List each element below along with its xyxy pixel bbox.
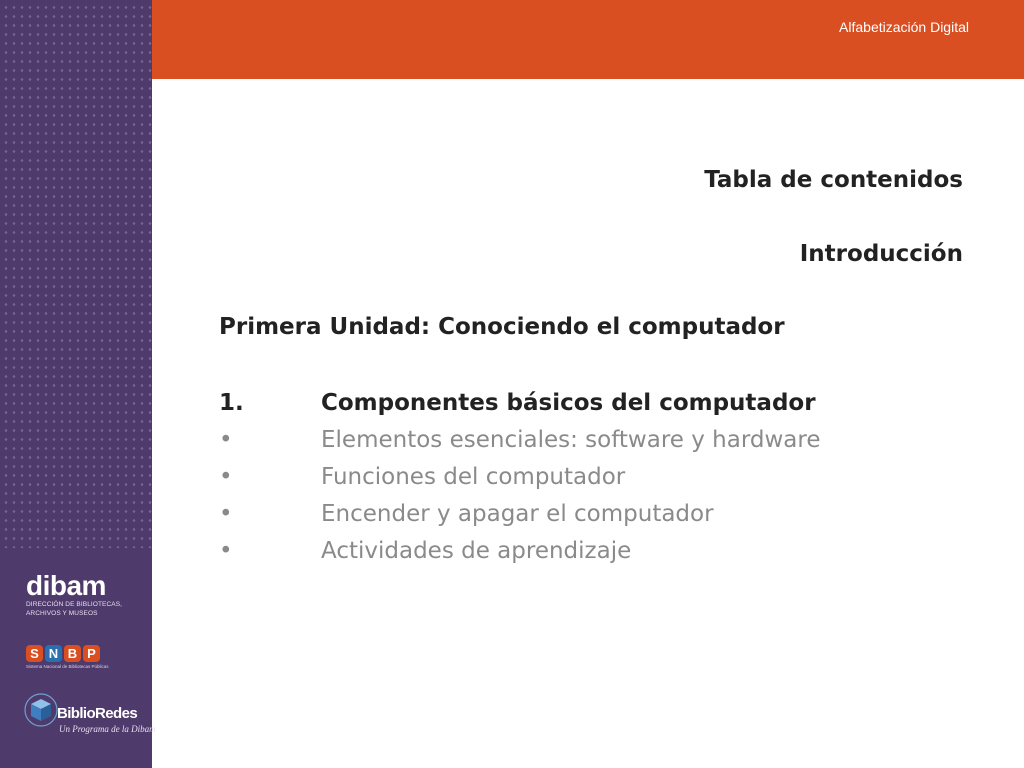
snbp-logo-letters bbox=[26, 645, 106, 662]
dibam-logo-subtitle-1: DIRECCIÓN DE BIBLIOTECAS, bbox=[26, 601, 123, 608]
bullet-icon: • bbox=[219, 464, 233, 490]
list-item-marker: 1. bbox=[219, 390, 244, 416]
snbp-logo bbox=[26, 645, 109, 671]
snbp-letter-n: N bbox=[45, 645, 62, 662]
biblioredes-logo bbox=[24, 693, 156, 737]
dibam-logo bbox=[26, 572, 126, 616]
dibam-logo-wordmark: dibam bbox=[26, 570, 106, 601]
header-bar bbox=[152, 0, 1024, 79]
snbp-letter-p: P bbox=[83, 645, 100, 662]
sidebar-panel bbox=[0, 0, 156, 768]
list-item bbox=[219, 499, 821, 536]
introduction-heading: Introducción bbox=[799, 241, 963, 267]
bullet-icon: • bbox=[219, 427, 233, 453]
list-item-text: Funciones del computador bbox=[321, 464, 626, 490]
biblioredes-cube-icon bbox=[24, 693, 58, 727]
bullet-icon: • bbox=[219, 538, 233, 564]
list-item bbox=[219, 536, 821, 573]
dibam-logo-subtitle-2: ARCHIVOS Y MUSEOS bbox=[26, 610, 98, 617]
biblioredes-tagline: Un Programa de la Dibam bbox=[59, 724, 156, 734]
list-item bbox=[219, 462, 821, 499]
snbp-logo-subtitle: Sistema Nacional de Bibliotecas Públicas bbox=[26, 664, 109, 669]
bullet-icon: • bbox=[219, 501, 233, 527]
list-item-text: Elementos esenciales: software y hardware bbox=[321, 427, 821, 453]
list-item bbox=[219, 425, 821, 462]
list-item-text: Actividades de aprendizaje bbox=[321, 538, 632, 564]
toc-title: Tabla de contenidos bbox=[704, 167, 963, 193]
snbp-letter-s: S bbox=[26, 645, 43, 662]
biblioredes-wordmark: BiblioRedes bbox=[57, 705, 138, 722]
snbp-letter-b: B bbox=[64, 645, 81, 662]
unit-title: Primera Unidad: Conociendo el computador bbox=[219, 314, 785, 340]
header-title: Alfabetización Digital bbox=[839, 19, 969, 35]
contents-list bbox=[219, 388, 821, 573]
list-item-text: Encender y apagar el computador bbox=[321, 501, 714, 527]
list-item bbox=[219, 388, 821, 425]
list-item-text: Componentes básicos del computador bbox=[321, 390, 816, 416]
